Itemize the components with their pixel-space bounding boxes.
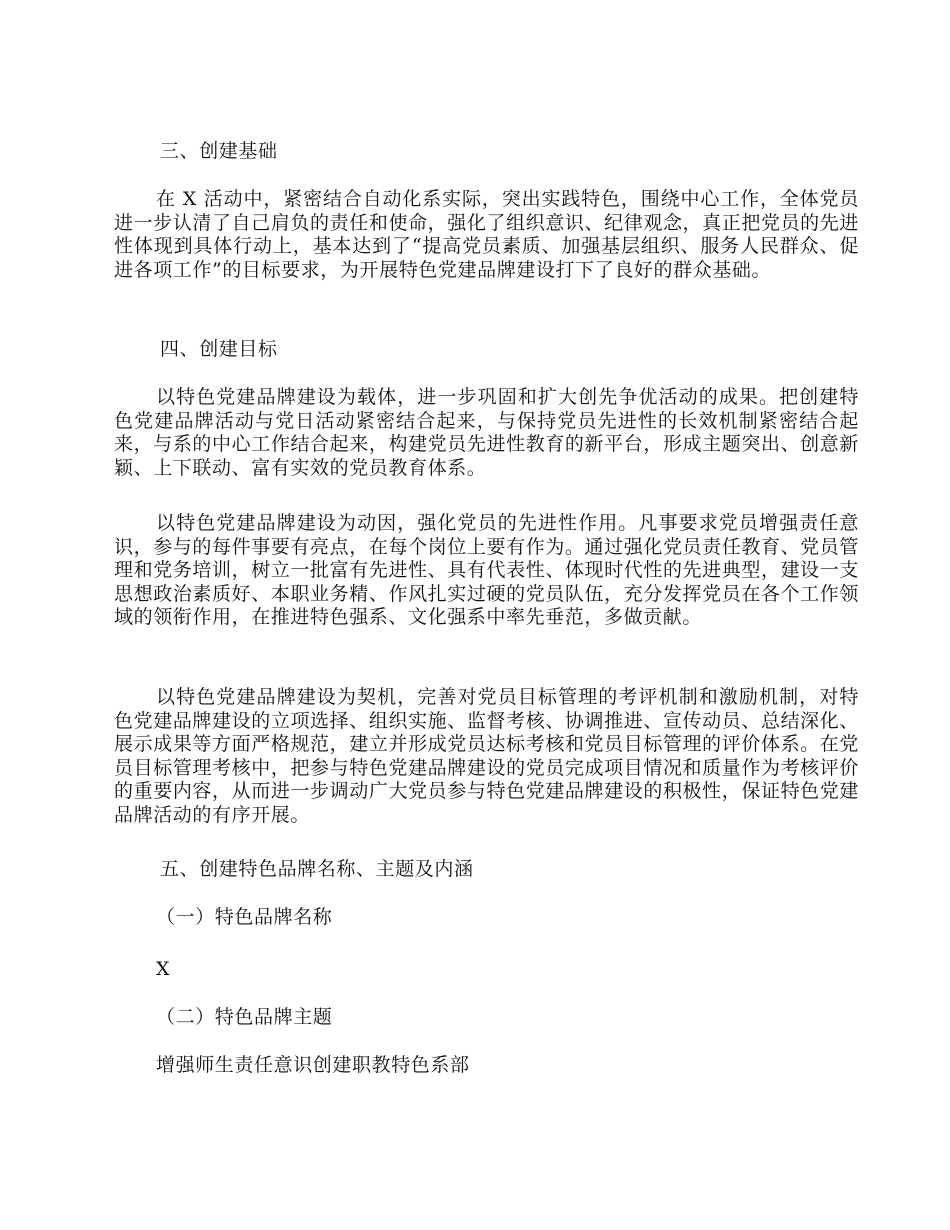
subheading-brand-name: （一）特色品牌名称 <box>156 906 333 928</box>
section-heading-brand: 五、创建特色品牌名称、主题及内涵 <box>160 858 474 880</box>
section-heading-goals: 四、创建目标 <box>160 338 278 360</box>
section-heading-foundation: 三、创建基础 <box>160 140 278 162</box>
paragraph-goals-opportunity: 以特色党建品牌建设为契机，完善对党员目标管理的考评机制和激励机制，对特色党建品牌建设的立项选择、组织实施、监督考核、协调推进、宣传动员、总结深化、展示成果等方面严格规范，建立并形成党员达标考核和党员目标管理的评价体系。在党员目标管理考核中，把参与特色党建品牌建设的党员完成项目情况和质量作为考核评价的重要内容，从而进一步调动广大党员参与特色党建品牌建设的积极性，保证特色党建品牌活动的有序开展。 <box>114 686 859 826</box>
paragraph-foundation: 在 X 活动中，紧密结合自动化系实际，突出实践特色，围绕中心工作，全体党员进一步认清了自己肩负的责任和使命，强化了组织意识、纪律观念，真正把党员的先进性体现到具体行动上，基本达到了“提高党员素质、加强基层组织、服务人民群众、促进各项工作”的目标要求，为开展特色党建品牌建设打下了良好的群众基础。 <box>114 188 859 281</box>
paragraph-goals-motivation: 以特色党建品牌建设为动因，强化党员的先进性作用。凡事要求党员增强责任意识，参与的每件事要有亮点，在每个岗位上要有作为。通过强化党员责任教育、党员管理和党务培训，树立一批富有先进性、具有代表性、体现时代性的先进典型，建设一支思想政治素质好、本职业务精、作风扎实过硬的党员队伍，充分发挥党员在各个工作领域的领衔作用，在推进特色强系、文化强系中率先垂范，多做贡献。 <box>114 512 859 628</box>
brand-name-value: X <box>156 958 171 980</box>
paragraph-goals-carrier: 以特色党建品牌建设为载体，进一步巩固和扩大创先争优活动的成果。把创建特色党建品牌活动与党日活动紧密结合起来，与保持党员先进性的长效机制紧密结合起来，与系的中心工作结合起来，构建党员先进性教育的新平台，形成主题突出、创意新颖、上下联动、富有实效的党员教育体系。 <box>114 386 859 479</box>
subheading-brand-theme: （二）特色品牌主题 <box>156 1006 333 1028</box>
brand-theme-value: 增强师生责任意识创建职教特色系部 <box>156 1054 470 1076</box>
